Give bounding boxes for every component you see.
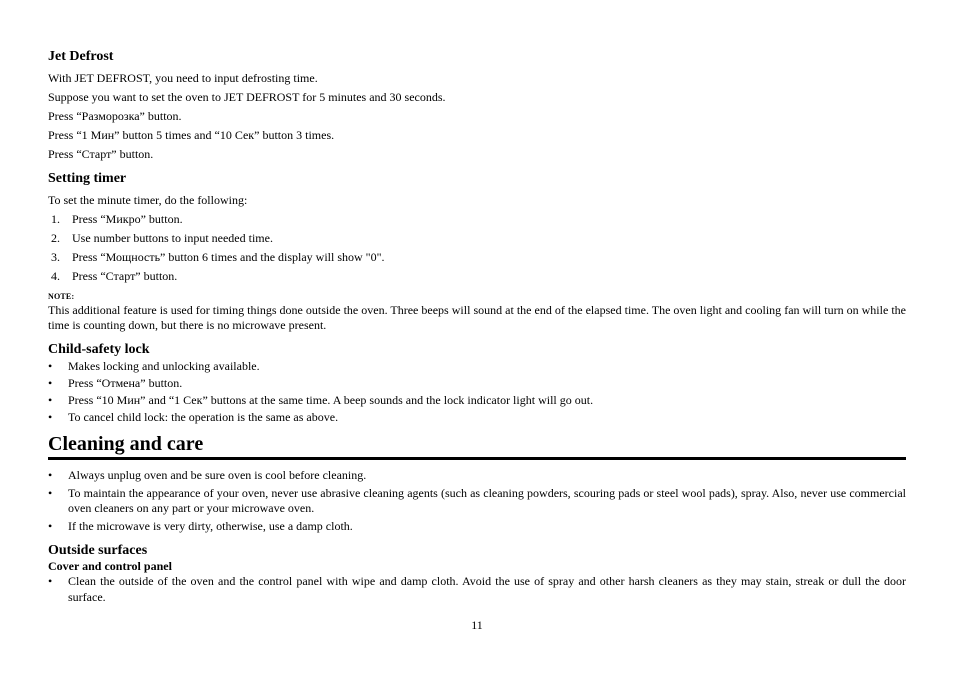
bullet-icon: • xyxy=(48,393,53,407)
bullet-text: Press “Отмена” button. xyxy=(68,376,183,390)
cleaning-heading: Cleaning and care xyxy=(48,432,906,460)
page-number: 11 xyxy=(471,618,483,632)
list-item xyxy=(48,392,906,409)
list-item xyxy=(48,267,906,286)
jet-defrost-line: Suppose you want to set the oven to JET DEFROST for 5 minutes and 30 seconds. xyxy=(48,90,446,104)
step-text: Press “Старт” button. xyxy=(72,269,178,283)
bullet-text: Clean the outside of the oven and the control panel with wipe and damp cloth. Avoid the use of spray and other harsh cleaners as they may stain, streak or dull the door surface. xyxy=(68,574,906,604)
outside-list xyxy=(48,574,906,605)
list-item xyxy=(48,248,906,267)
bullet-text: If the microwave is very dirty, otherwise, use a damp cloth. xyxy=(68,518,353,533)
step-number: 1. xyxy=(51,212,60,226)
child-lock-heading: Child-safety lock xyxy=(48,342,150,357)
jet-defrost-line: With JET DEFROST, you need to input defrosting time. xyxy=(48,71,318,85)
bullet-icon: • xyxy=(48,359,53,373)
bullet-text: Press “10 Мин” and “1 Сек” buttons at the same time. A beep sounds and the lock indicator light will go out. xyxy=(68,393,594,407)
jet-defrost-line: Press “Старт” button. xyxy=(48,147,154,161)
list-item xyxy=(48,519,906,535)
list-item xyxy=(48,574,906,605)
step-number: 3. xyxy=(51,250,60,264)
cover-panel-subheading: Cover and control panel xyxy=(48,559,172,573)
jet-defrost-line: Press “1 Мин” button 5 times and “10 Сек” button 3 times. xyxy=(48,128,335,142)
note-text: This additional feature is used for timing things done outside the oven. Three beeps will sound at the end of the elapsed time. The oven light and cooling fan will turn on while the time is counting down, but there is no microwave present. xyxy=(48,303,906,332)
list-item xyxy=(48,375,906,392)
step-text: Press “Мощность” button 6 times and the display will show "0". xyxy=(72,250,385,264)
child-lock-list xyxy=(48,358,906,426)
list-item xyxy=(48,229,906,248)
bullet-text: To maintain the appearance of your oven, never use abrasive cleaning agents (such as cleaning powders, scouring pads or steel wool pads), spray. Also, never use commercial oven cleaners on any part or your microwave oven. xyxy=(68,485,906,515)
bullet-text: To cancel child lock: the operation is the same as above. xyxy=(68,410,339,424)
setting-timer-intro: To set the minute timer, do the following: xyxy=(48,193,248,207)
list-item xyxy=(48,409,906,426)
jet-defrost-line: Press “Разморозка” button. xyxy=(48,109,182,123)
bullet-icon: • xyxy=(48,518,53,533)
step-text: Press “Микро” button. xyxy=(72,212,183,226)
list-item xyxy=(48,210,906,229)
step-number: 2. xyxy=(51,231,60,245)
bullet-icon: • xyxy=(48,376,53,390)
cleaning-list xyxy=(48,468,906,534)
outside-surfaces-heading: Outside surfaces xyxy=(48,543,148,558)
note-label: NOTE: xyxy=(48,292,75,301)
list-item xyxy=(48,358,906,375)
step-number: 4. xyxy=(51,269,60,283)
list-item xyxy=(48,468,906,484)
bullet-icon: • xyxy=(48,485,53,500)
bullet-icon: • xyxy=(48,410,53,424)
bullet-text: Makes locking and unlocking available. xyxy=(68,359,260,373)
setting-timer-steps xyxy=(48,210,906,286)
bullet-icon: • xyxy=(48,574,53,588)
manual-page xyxy=(48,48,906,607)
bullet-text: Always unplug oven and be sure oven is cool before cleaning. xyxy=(68,468,367,482)
list-item xyxy=(48,486,906,517)
step-text: Use number buttons to input needed time. xyxy=(72,231,273,245)
setting-timer-heading: Setting timer xyxy=(48,171,127,186)
jet-defrost-heading: Jet Defrost xyxy=(48,49,114,64)
bullet-icon: • xyxy=(48,468,53,482)
